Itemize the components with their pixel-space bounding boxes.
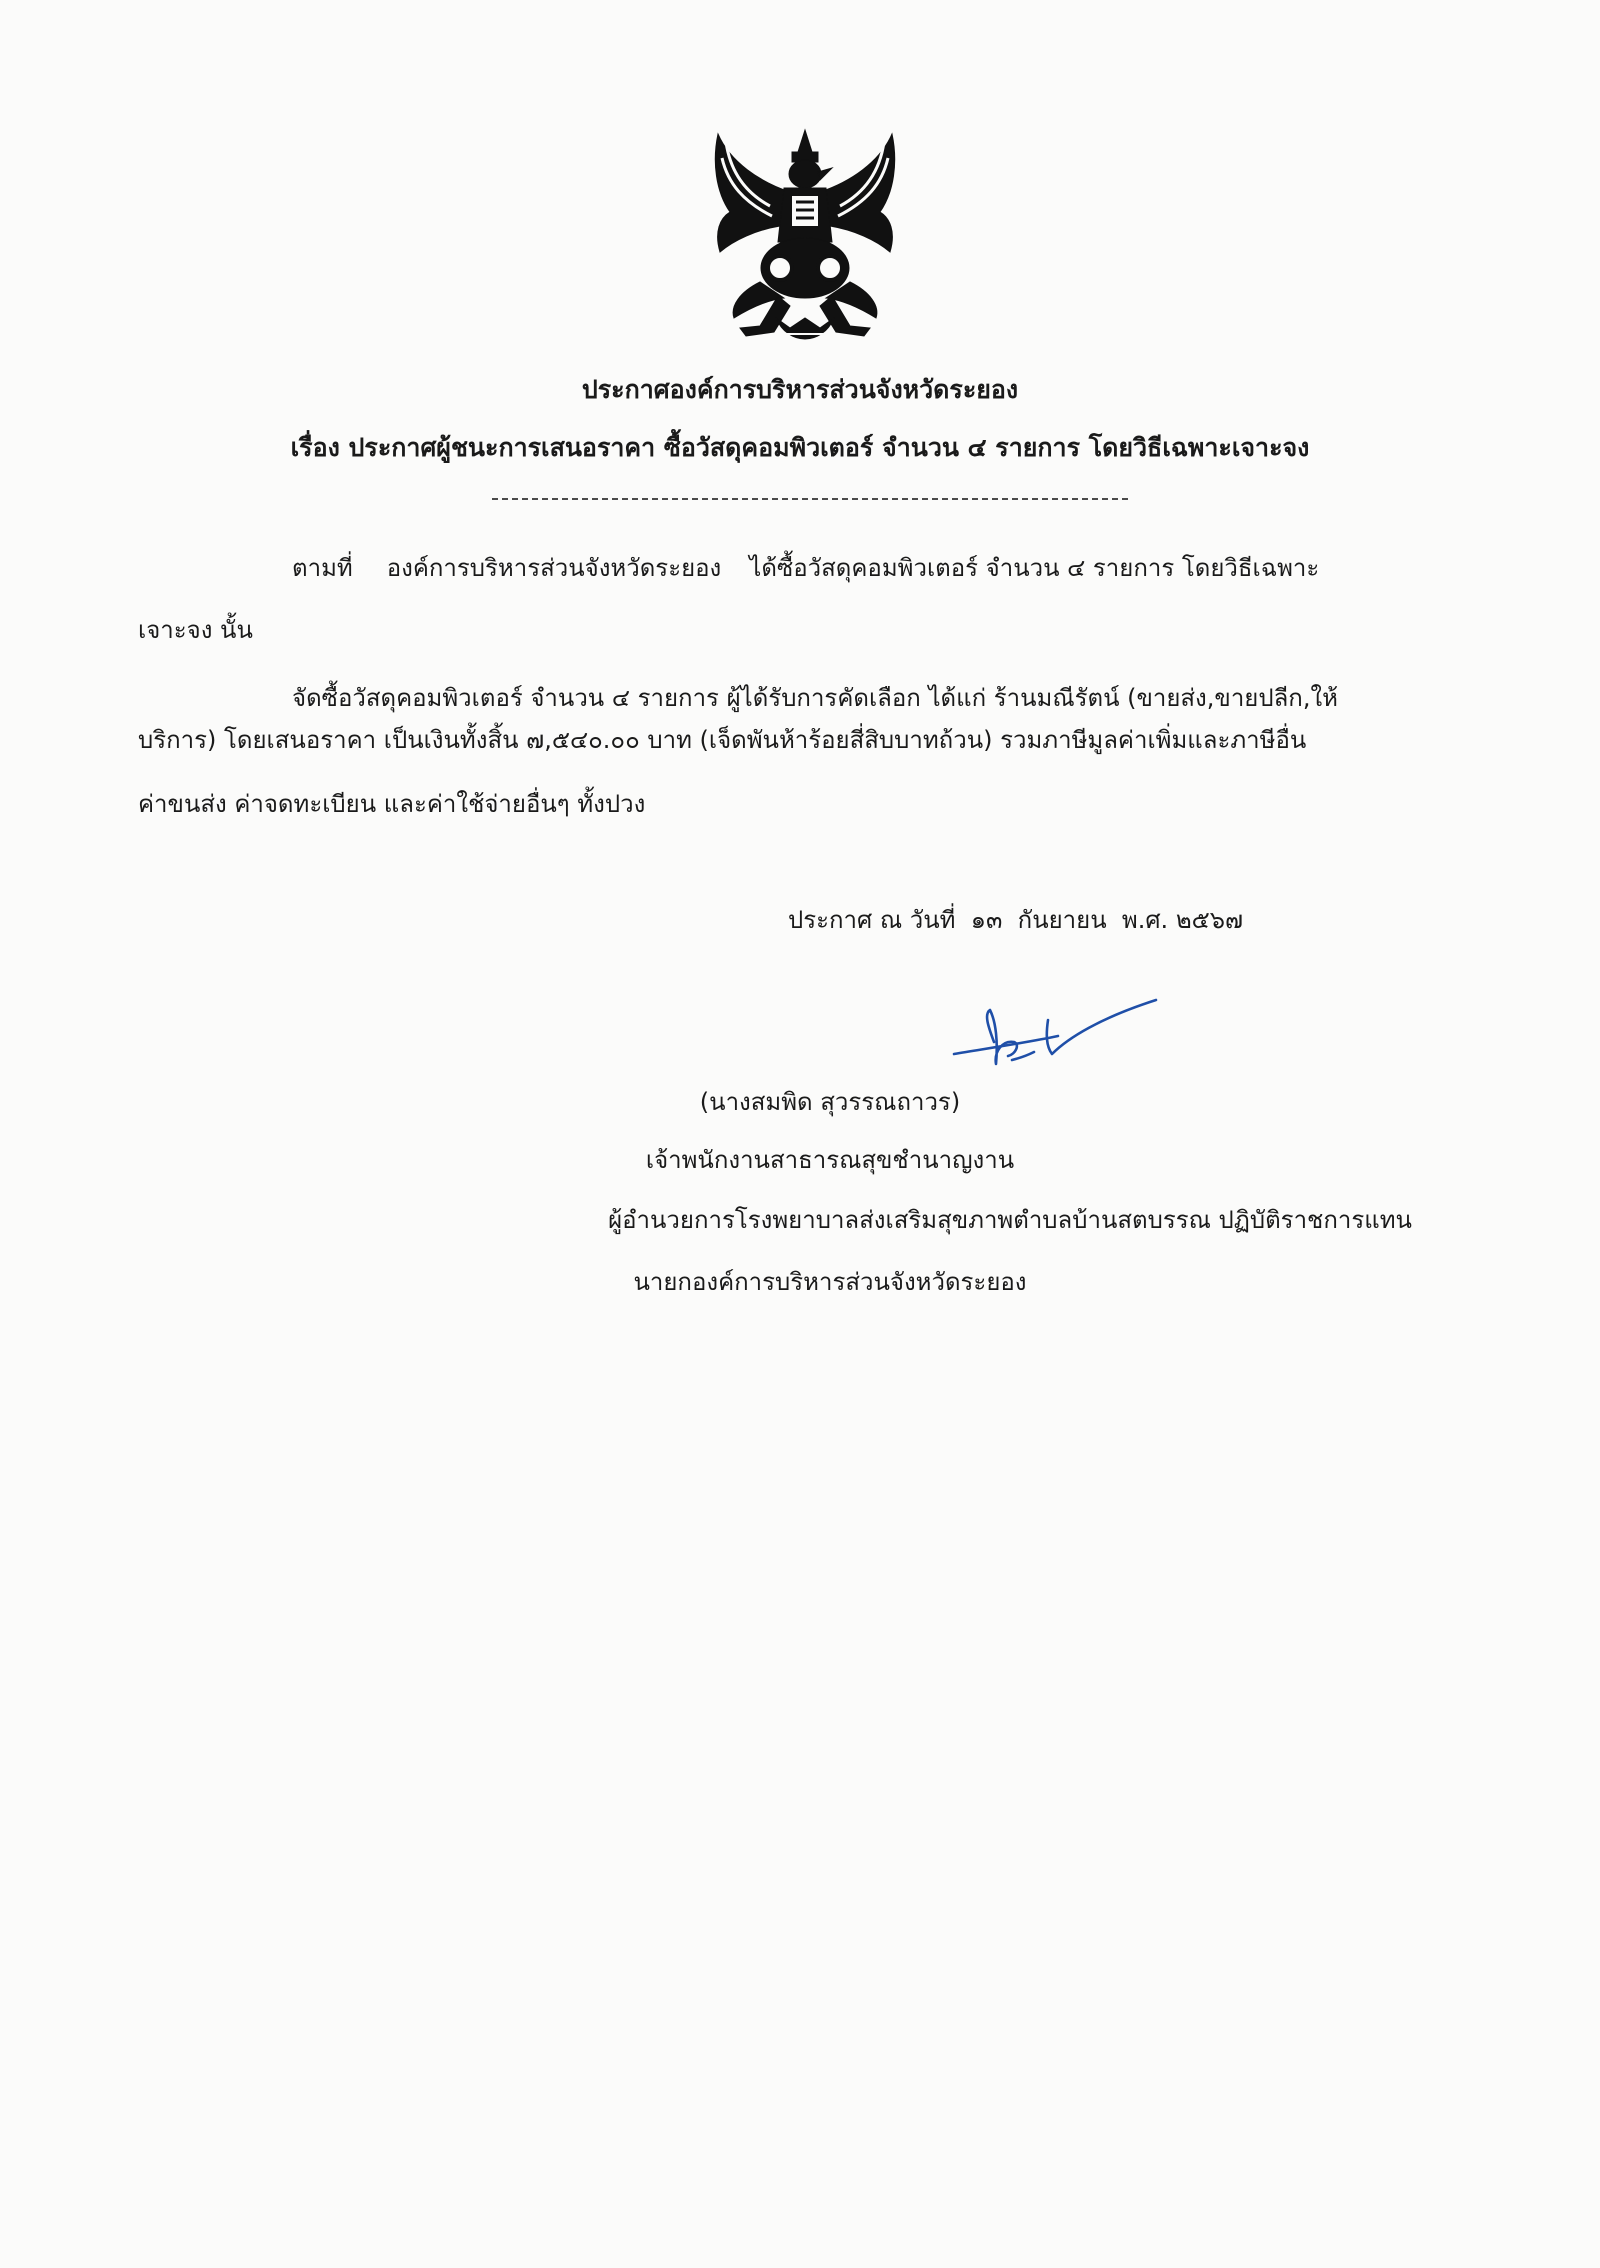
date-month: กันยายน [1017,906,1107,934]
date-day: ๑๓ [970,906,1003,934]
signatory-position-3: นายกองค์การบริหารส่วนจังหวัดระยอง [633,1268,1027,1296]
paragraph-2-line-3: ค่าขนส่ง ค่าจดทะเบียน และค่าใช้จ่ายอื่นๆ ทั้งปวง [138,790,646,818]
signatory-position-2: ผู้อำนวยการโรงพยาบาลส่งเสริมสุขภาพตำบลบ้านสตบรรณ ปฏิบัติราชการแทน [608,1206,1412,1234]
paragraph-2-line-2: บริการ) โดยเสนอราคา เป็นเงินทั้งสิ้น ๗,๕๔๐.๐๐ บาท (เจ็ดพันห้าร้อยสี่สิบบาทถ้วน) รวมภาษีมูลค่าเพิ่มและภาษีอื่น [138,726,1307,754]
signatory-position-1: เจ้าพนักงานสาธารณสุขชำนาญงาน [645,1146,1015,1174]
announcement-subject: เรื่อง ประกาศผู้ชนะการเสนอราคา ซื้อวัสดุคอมพิวเตอร์ จำนวน ๔ รายการ โดยวิธีเฉพาะเจาะจง [290,433,1310,462]
paragraph-1-line-1 [292,548,1319,588]
date-year: พ.ศ. ๒๕๖๗ [1121,906,1244,934]
signatory-name: (นางสมพิด สุวรรณถาวร) [699,1088,961,1116]
paragraph-1-line-2: เจาะจง นั้น [138,616,253,644]
p1-lead: ตามที่ [292,554,353,582]
p1-rest: ได้ซื้อวัสดุคอมพิวเตอร์ จำนวน ๔ รายการ โดยวิธีเฉพาะ [749,554,1320,582]
date-label: ประกาศ ณ วันที่ [788,906,956,934]
garuda-emblem-icon [700,122,910,354]
announcement-date [788,900,1243,940]
paragraph-2-line-1: จัดซื้อวัสดุคอมพิวเตอร์ จำนวน ๔ รายการ ผู้ได้รับการคัดเลือก ได้แก่ ร้านมณีรัตน์ (ขายส่ง,ขายปลีก,ให้ [292,684,1338,712]
p1-org: องค์การบริหารส่วนจังหวัดระยอง [386,554,722,582]
dashed-divider [492,498,1128,500]
announcement-title: ประกาศองค์การบริหารส่วนจังหวัดระยอง [581,375,1019,404]
handwritten-signature [950,992,1160,1082]
